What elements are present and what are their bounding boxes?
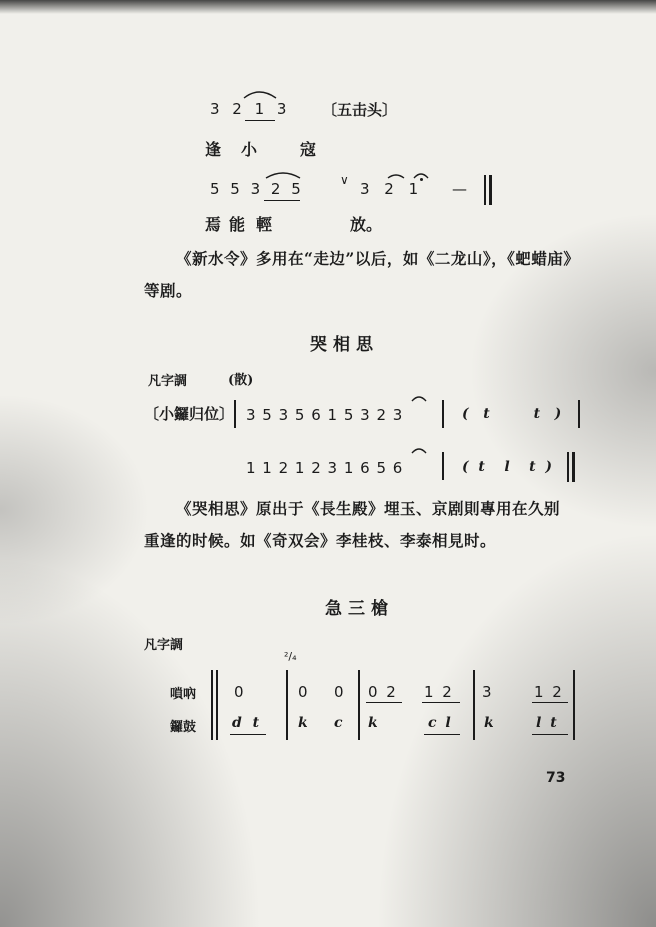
fermata (412, 449, 426, 453)
dash: — (452, 180, 467, 198)
measure-2-top-a: 0 2 (368, 683, 396, 701)
measure-3-bottom-a: k (484, 715, 494, 731)
measure-3-top-b: 1 2 (534, 683, 562, 701)
lyric-3: 寇 (300, 140, 317, 159)
score-line-2: 1 1 2 1 2 3 1 6 5 6 (246, 459, 403, 477)
fermata (412, 397, 426, 401)
paragraph-1-text: 《新水令》多用在“走边”以后，如《二龙山》，《蚆蜡庙》等剧。 (144, 249, 580, 300)
measure-2-bottom-a: k (368, 715, 378, 731)
score-line-1: 3 5 3 5 6 1 5 3 2 3 (246, 406, 403, 424)
lyric-6: 輕 (256, 215, 273, 234)
rhythm-line-2: ( t l t ) (462, 459, 552, 475)
section-title: 哭相思 (310, 335, 379, 355)
score-row-3-notes-2: 3 2 1 (360, 180, 419, 198)
time-signature: ²/₄ (284, 650, 297, 663)
lyric-7: 放。 (350, 215, 383, 234)
lyric-1: 逢 (205, 140, 222, 159)
lyric-2: 小 (241, 140, 258, 159)
slur (388, 175, 404, 178)
page-number: 73 (546, 770, 566, 786)
measure-1-top-b: 0 (334, 683, 344, 701)
breath-mark: ∨ (340, 173, 349, 187)
measure-2-top-b: 1 2 (424, 683, 452, 701)
measure-3-bottom-b: l t (536, 715, 557, 731)
score-row-3-notes: 5 5 3 2 5 (210, 180, 301, 198)
score-row-1-tag: 〔五击头〕 (322, 101, 398, 119)
slur (244, 92, 276, 98)
measure-1-bottom-b: c (334, 715, 343, 731)
tempo-label: (散) (228, 373, 254, 388)
paragraph-2-line-1: 《哭相思》原出于《長生殿》埋玉、京剧則專用在久别 (176, 499, 561, 518)
score-row-1-notes: 3 2 1 3 (210, 100, 287, 118)
instrument-label: 嗩吶 (170, 687, 197, 702)
rhythm-line-1: ( t t ) (462, 406, 562, 422)
paragraph-2-line-2: 重逢的时候。如《奇双会》李桂枝、李泰相見时。 (144, 531, 497, 550)
lyric-5: 能 (229, 215, 246, 234)
lyric-4: 焉 (205, 215, 222, 234)
instrument-label: 鑼鼓 (170, 720, 197, 735)
measure-1-top-a: 0 (298, 683, 308, 701)
measure-1-bottom-a: k (298, 715, 308, 731)
measure-0-top: 0 (234, 683, 244, 701)
key-label: 凡字調 (144, 638, 184, 653)
measure-2-bottom-b: c l (428, 715, 451, 731)
fermata (414, 174, 428, 178)
key-label: 凡字調 (148, 374, 188, 389)
measure-0-bottom: d t (232, 715, 260, 731)
section-title: 急三槍 (325, 599, 394, 619)
measure-3-top-a: 3 (482, 683, 492, 701)
score-tag: 〔小鑼归位〕 (144, 405, 235, 423)
slur (266, 173, 300, 178)
